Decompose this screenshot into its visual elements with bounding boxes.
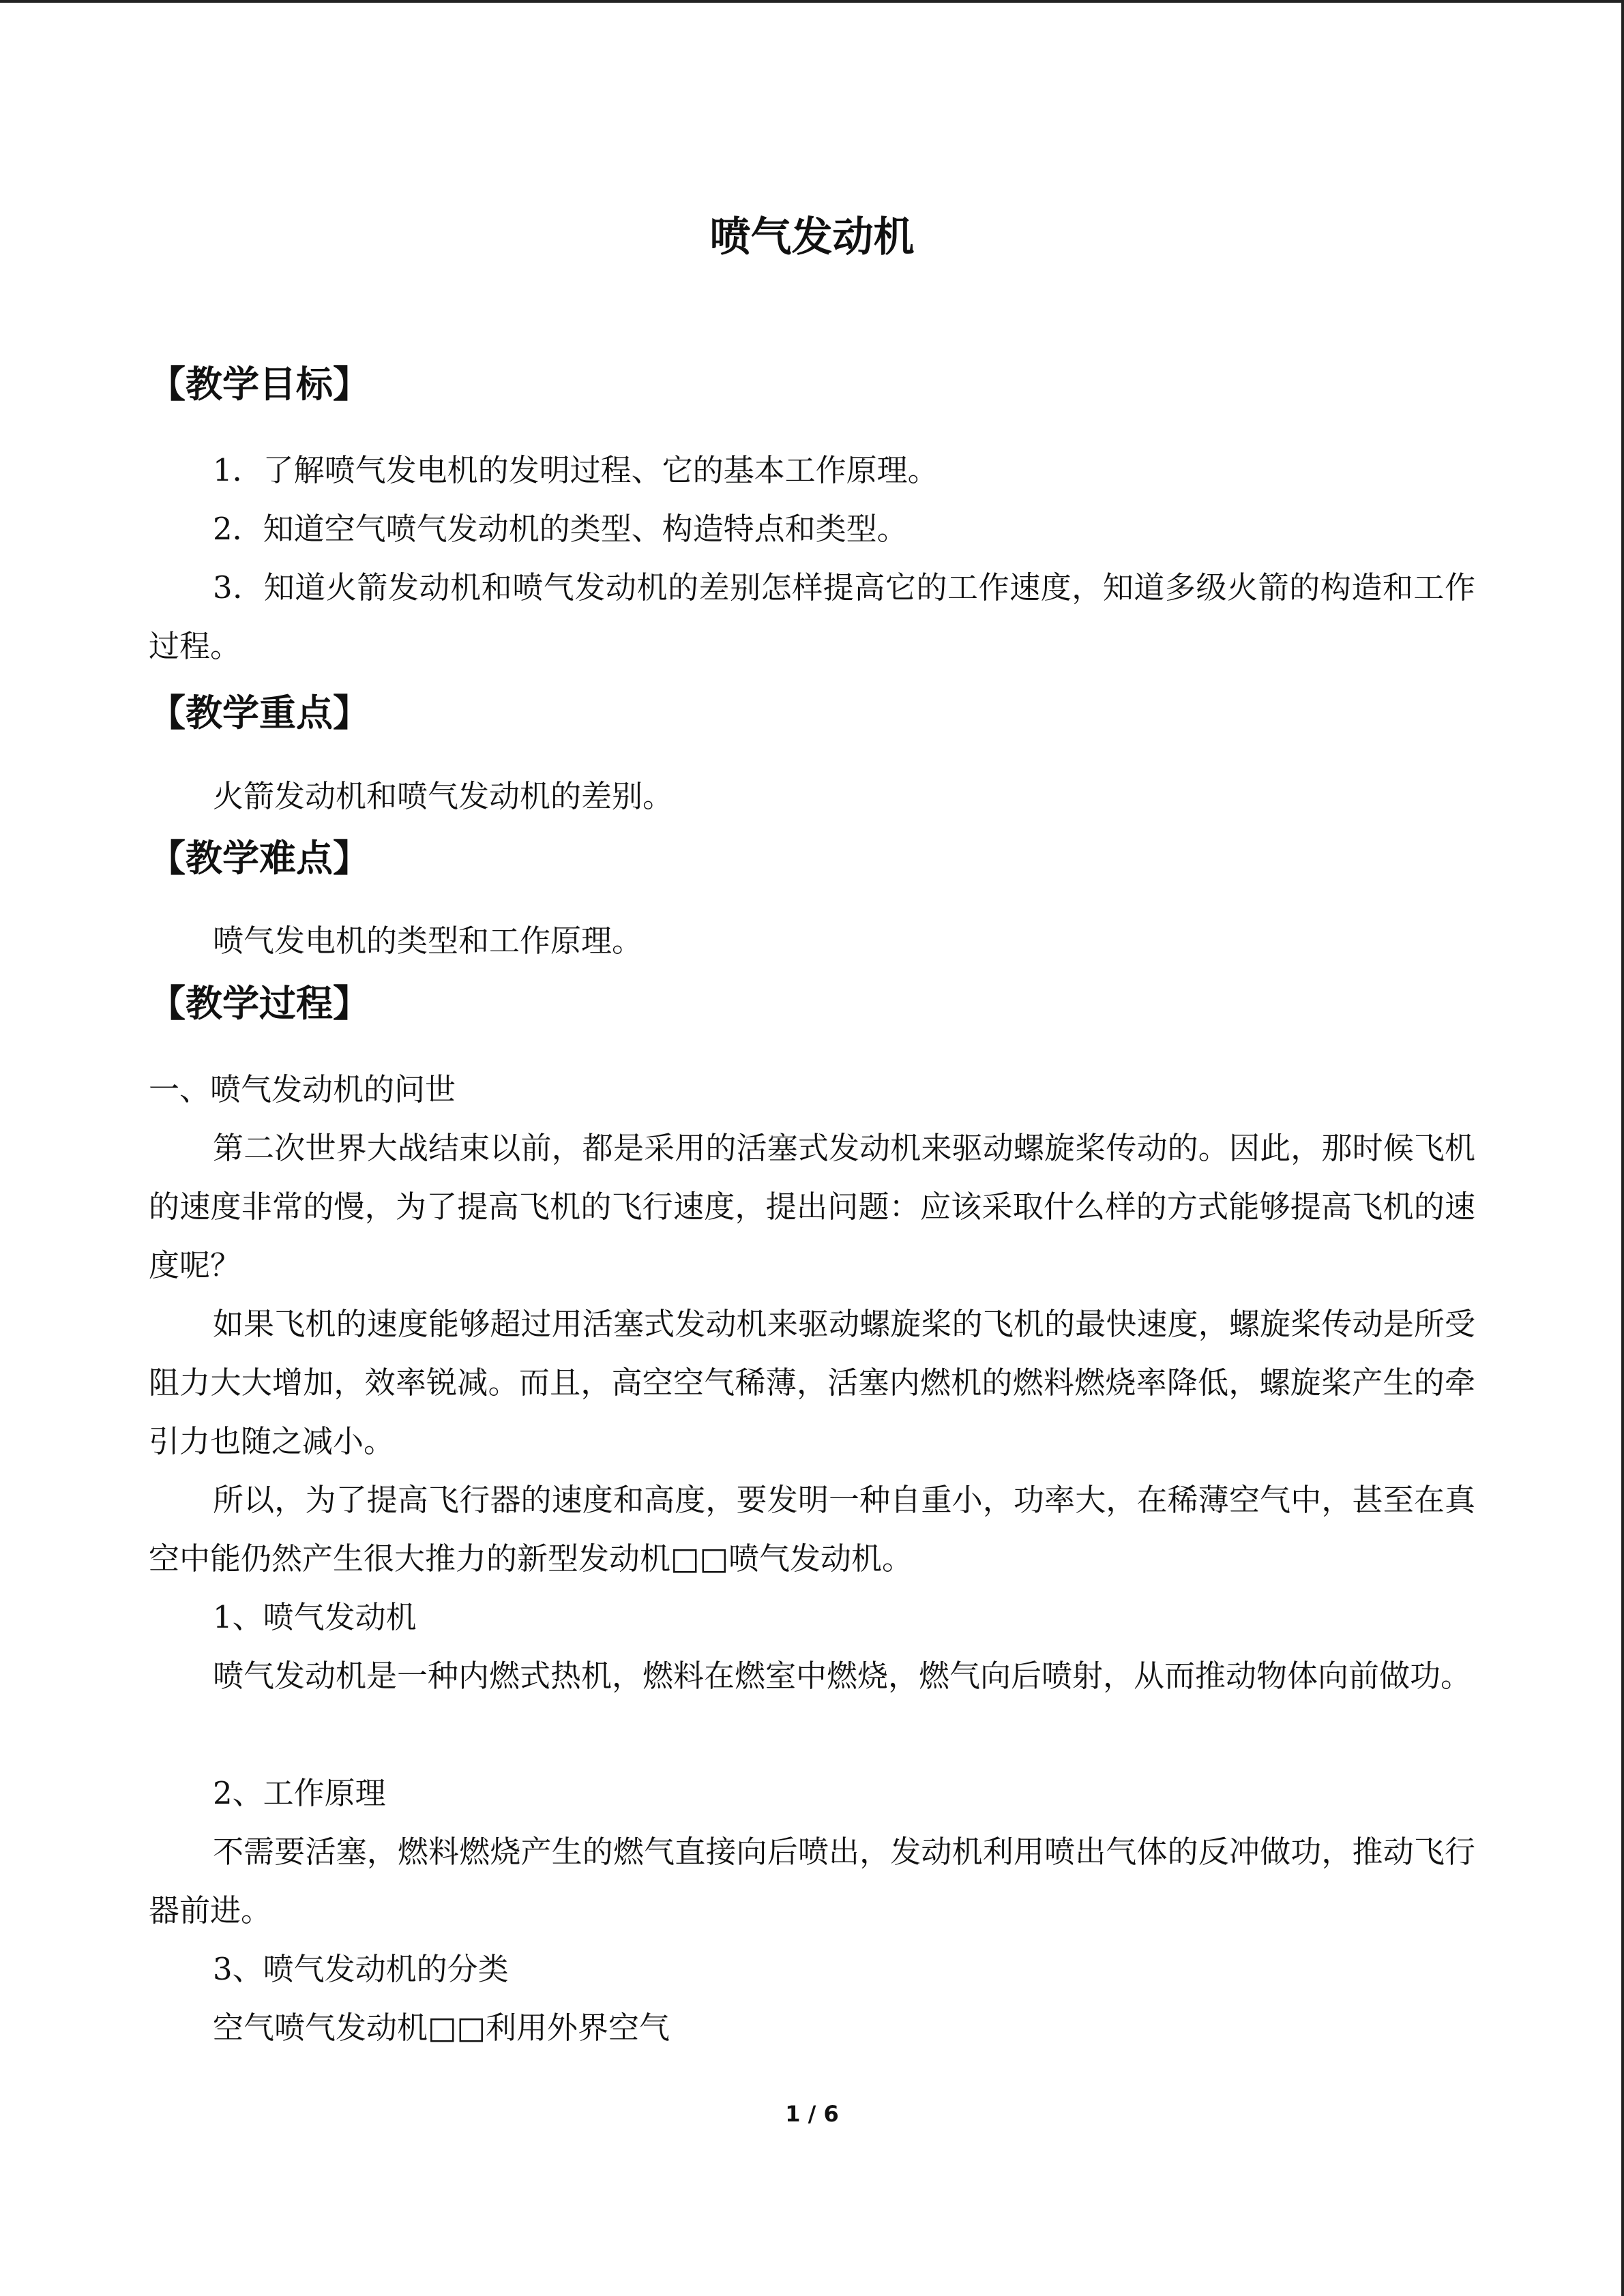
process-paragraph-principle: 不需要活塞，燃料燃烧产生的燃气直接向后喷出，发动机利用喷出气体的反冲做功，推动飞行器前进。 — [149, 1834, 1475, 1928]
process-paragraph-2: 如果飞机的速度能够超过用活塞式发动机来驱动螺旋桨的飞机的最快速度，螺旋桨传动是所受阻力大大增加，效率锐减。而且，高空空气稀薄，活塞内燃机的燃料燃烧率降低，螺旋桨产生的牵引力也随之减小。 — [149, 1306, 1475, 1459]
heading-objectives: 【教学目标】 — [149, 363, 370, 406]
process-subheading-principle: 2、工作原理 — [213, 1775, 386, 1811]
heading-difficulties: 【教学难点】 — [149, 837, 370, 880]
objective-item-1: 1．了解喷气发电机的发明过程、它的基本工作原理。 — [213, 452, 939, 488]
process-subheading-engine: 1、喷气发动机 — [213, 1599, 417, 1635]
objective-item-3: 3．知道火箭发动机和喷气发动机的差别怎样提高它的工作速度，知道多级火箭的构造和工作过程。 — [149, 569, 1475, 664]
process-paragraph-1: 第二次世界大战结束以前，都是采用的活塞式发动机来驱动螺旋桨传动的。因此，那时候飞机的速度非常的慢，为了提高飞机的飞行速度，提出问题：应该采取什么样的方式能够提高飞机的速度呢？ — [149, 1130, 1475, 1283]
difficulties-text: 喷气发电机的类型和工作原理。 — [213, 923, 643, 959]
page-number: 1 / 6 — [785, 2101, 839, 2127]
page-border-right — [1621, 0, 1624, 2296]
process-subheading-1: 一、喷气发动机的问世 — [149, 1071, 456, 1107]
process-paragraph-air-jet: 空气喷气发动机□□利用外界空气 — [213, 2010, 670, 2046]
process-paragraph-3: 所以，为了提高飞行器的速度和高度，要发明一种自重小，功率大，在稀薄空气中，甚至在真空中能仍然产生很大推力的新型发动机□□喷气发动机。 — [149, 1482, 1475, 1577]
heading-process: 【教学过程】 — [149, 982, 370, 1025]
document-title: 喷气发动机 — [709, 213, 915, 261]
page-border-top — [0, 0, 1624, 3]
key-points-text: 火箭发动机和喷气发动机的差别。 — [213, 778, 674, 814]
process-paragraph-engine-def: 喷气发动机是一种内燃式热机，燃料在燃室中燃烧，燃气向后喷射，从而推动物体向前做功。 — [213, 1658, 1472, 1694]
objective-item-2: 2．知道空气喷气发动机的类型、构造特点和类型。 — [213, 511, 908, 547]
process-subheading-classification: 3、喷气发动机的分类 — [213, 1951, 509, 1987]
heading-key-points: 【教学重点】 — [149, 691, 370, 734]
